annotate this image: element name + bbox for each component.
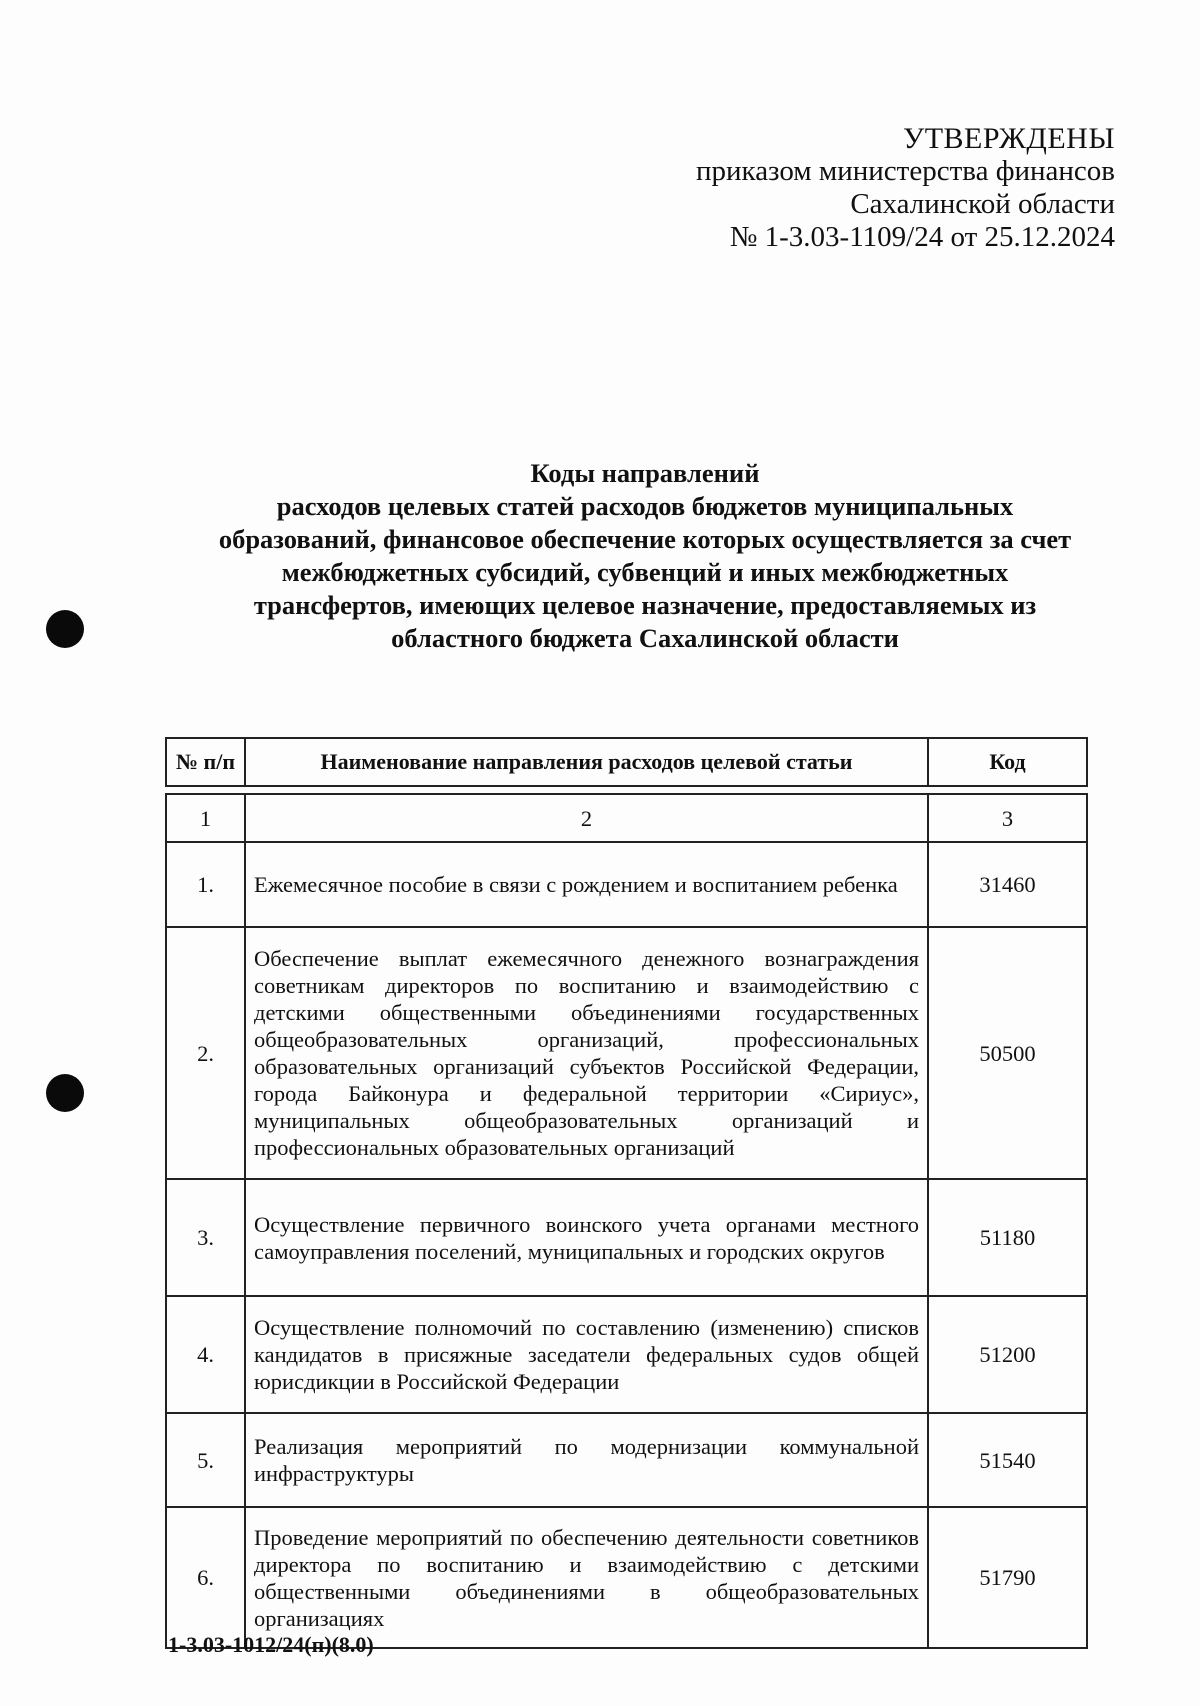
header-number: № п/п [166, 738, 245, 786]
row-number: 4. [166, 1296, 245, 1413]
row-code: 51200 [928, 1296, 1087, 1413]
row-number: 6. [166, 1507, 245, 1648]
column-index-2: 2 [245, 794, 928, 842]
row-name: Проведение мероприятий по обеспечению деятельности советников директора по воспитанию и взаимодействию с детскими общественными объединениями в общеобразовательных организациях [245, 1507, 928, 1648]
approval-line-2: Сахалинской области [850, 188, 1115, 220]
table-row [166, 1413, 1087, 1507]
approval-line-1: приказом министерства финансов [696, 155, 1115, 187]
title-line-6: областного бюджета Сахалинской области [391, 623, 899, 653]
codes-table [165, 793, 1088, 1649]
table-row [166, 1296, 1087, 1413]
title-line-4: межбюджетных субсидий, субвенций и иных межбюджетных [281, 557, 1009, 587]
header-name: Наименование направления расходов целевой статьи [245, 738, 928, 786]
row-code: 31460 [928, 842, 1087, 927]
row-code: 50500 [928, 927, 1087, 1179]
title-line-1: Коды направлений [530, 458, 760, 488]
column-index-row [166, 794, 1087, 842]
table-row [166, 1179, 1087, 1296]
table-row [166, 1507, 1087, 1648]
table-row [166, 842, 1087, 927]
row-name: Реализация мероприятий по модернизации коммунальной инфраструктуры [245, 1413, 928, 1507]
title-line-3: образований, финансовое обеспечение которых осуществляется за счет [218, 524, 1072, 554]
row-code: 51790 [928, 1507, 1087, 1648]
row-name: Осуществление полномочий по составлению (изменению) списков кандидатов в присяжные заседатели федеральных судов общей юрисдикции в Российской Федерации [245, 1296, 928, 1413]
row-number: 2. [166, 927, 245, 1179]
header-code: Код [928, 738, 1087, 786]
approval-heading: УТВЕРЖДЕНЫ [902, 122, 1115, 155]
title-line-5: трансфертов, имеющих целевое назначение, предоставляемых из [253, 590, 1037, 620]
row-name: Осуществление первичного воинского учета органами местного самоуправления поселений, муниципальных и городских округов [245, 1179, 928, 1296]
table-row [166, 927, 1087, 1179]
table-header [165, 737, 1088, 787]
column-index-1: 1 [166, 794, 245, 842]
column-index-3: 3 [928, 794, 1087, 842]
binder-hole-bottom [46, 1074, 84, 1112]
row-code: 51180 [928, 1179, 1087, 1296]
title-line-2: расходов целевых статей расходов бюджетов муниципальных [276, 491, 1014, 521]
row-number: 5. [166, 1413, 245, 1507]
row-name: Ежемесячное пособие в связи с рождением и воспитанием ребенка [245, 842, 928, 927]
row-name: Обеспечение выплат ежемесячного денежного вознаграждения советникам директоров по воспитанию и взаимодействию с детскими общественными объединениями государственных общеобразовательных организаций, профессиональных образовательных организаций субъектов Российской Федерации, города Байконура и федеральной территории «Сириус», муниципальных общеобразовательных организаций и профессиональных образовательных организаций [245, 927, 928, 1179]
document-title [170, 457, 1120, 655]
approval-line-3: № 1-3.03-1109/24 от 25.12.2024 [729, 221, 1115, 253]
document-footer-code: 1-3.03-1012/24(п)(8.0) [168, 1632, 374, 1657]
approval-stamp [696, 122, 1115, 254]
row-code: 51540 [928, 1413, 1087, 1507]
binder-hole-top [46, 610, 84, 648]
row-number: 1. [166, 842, 245, 927]
row-number: 3. [166, 1179, 245, 1296]
